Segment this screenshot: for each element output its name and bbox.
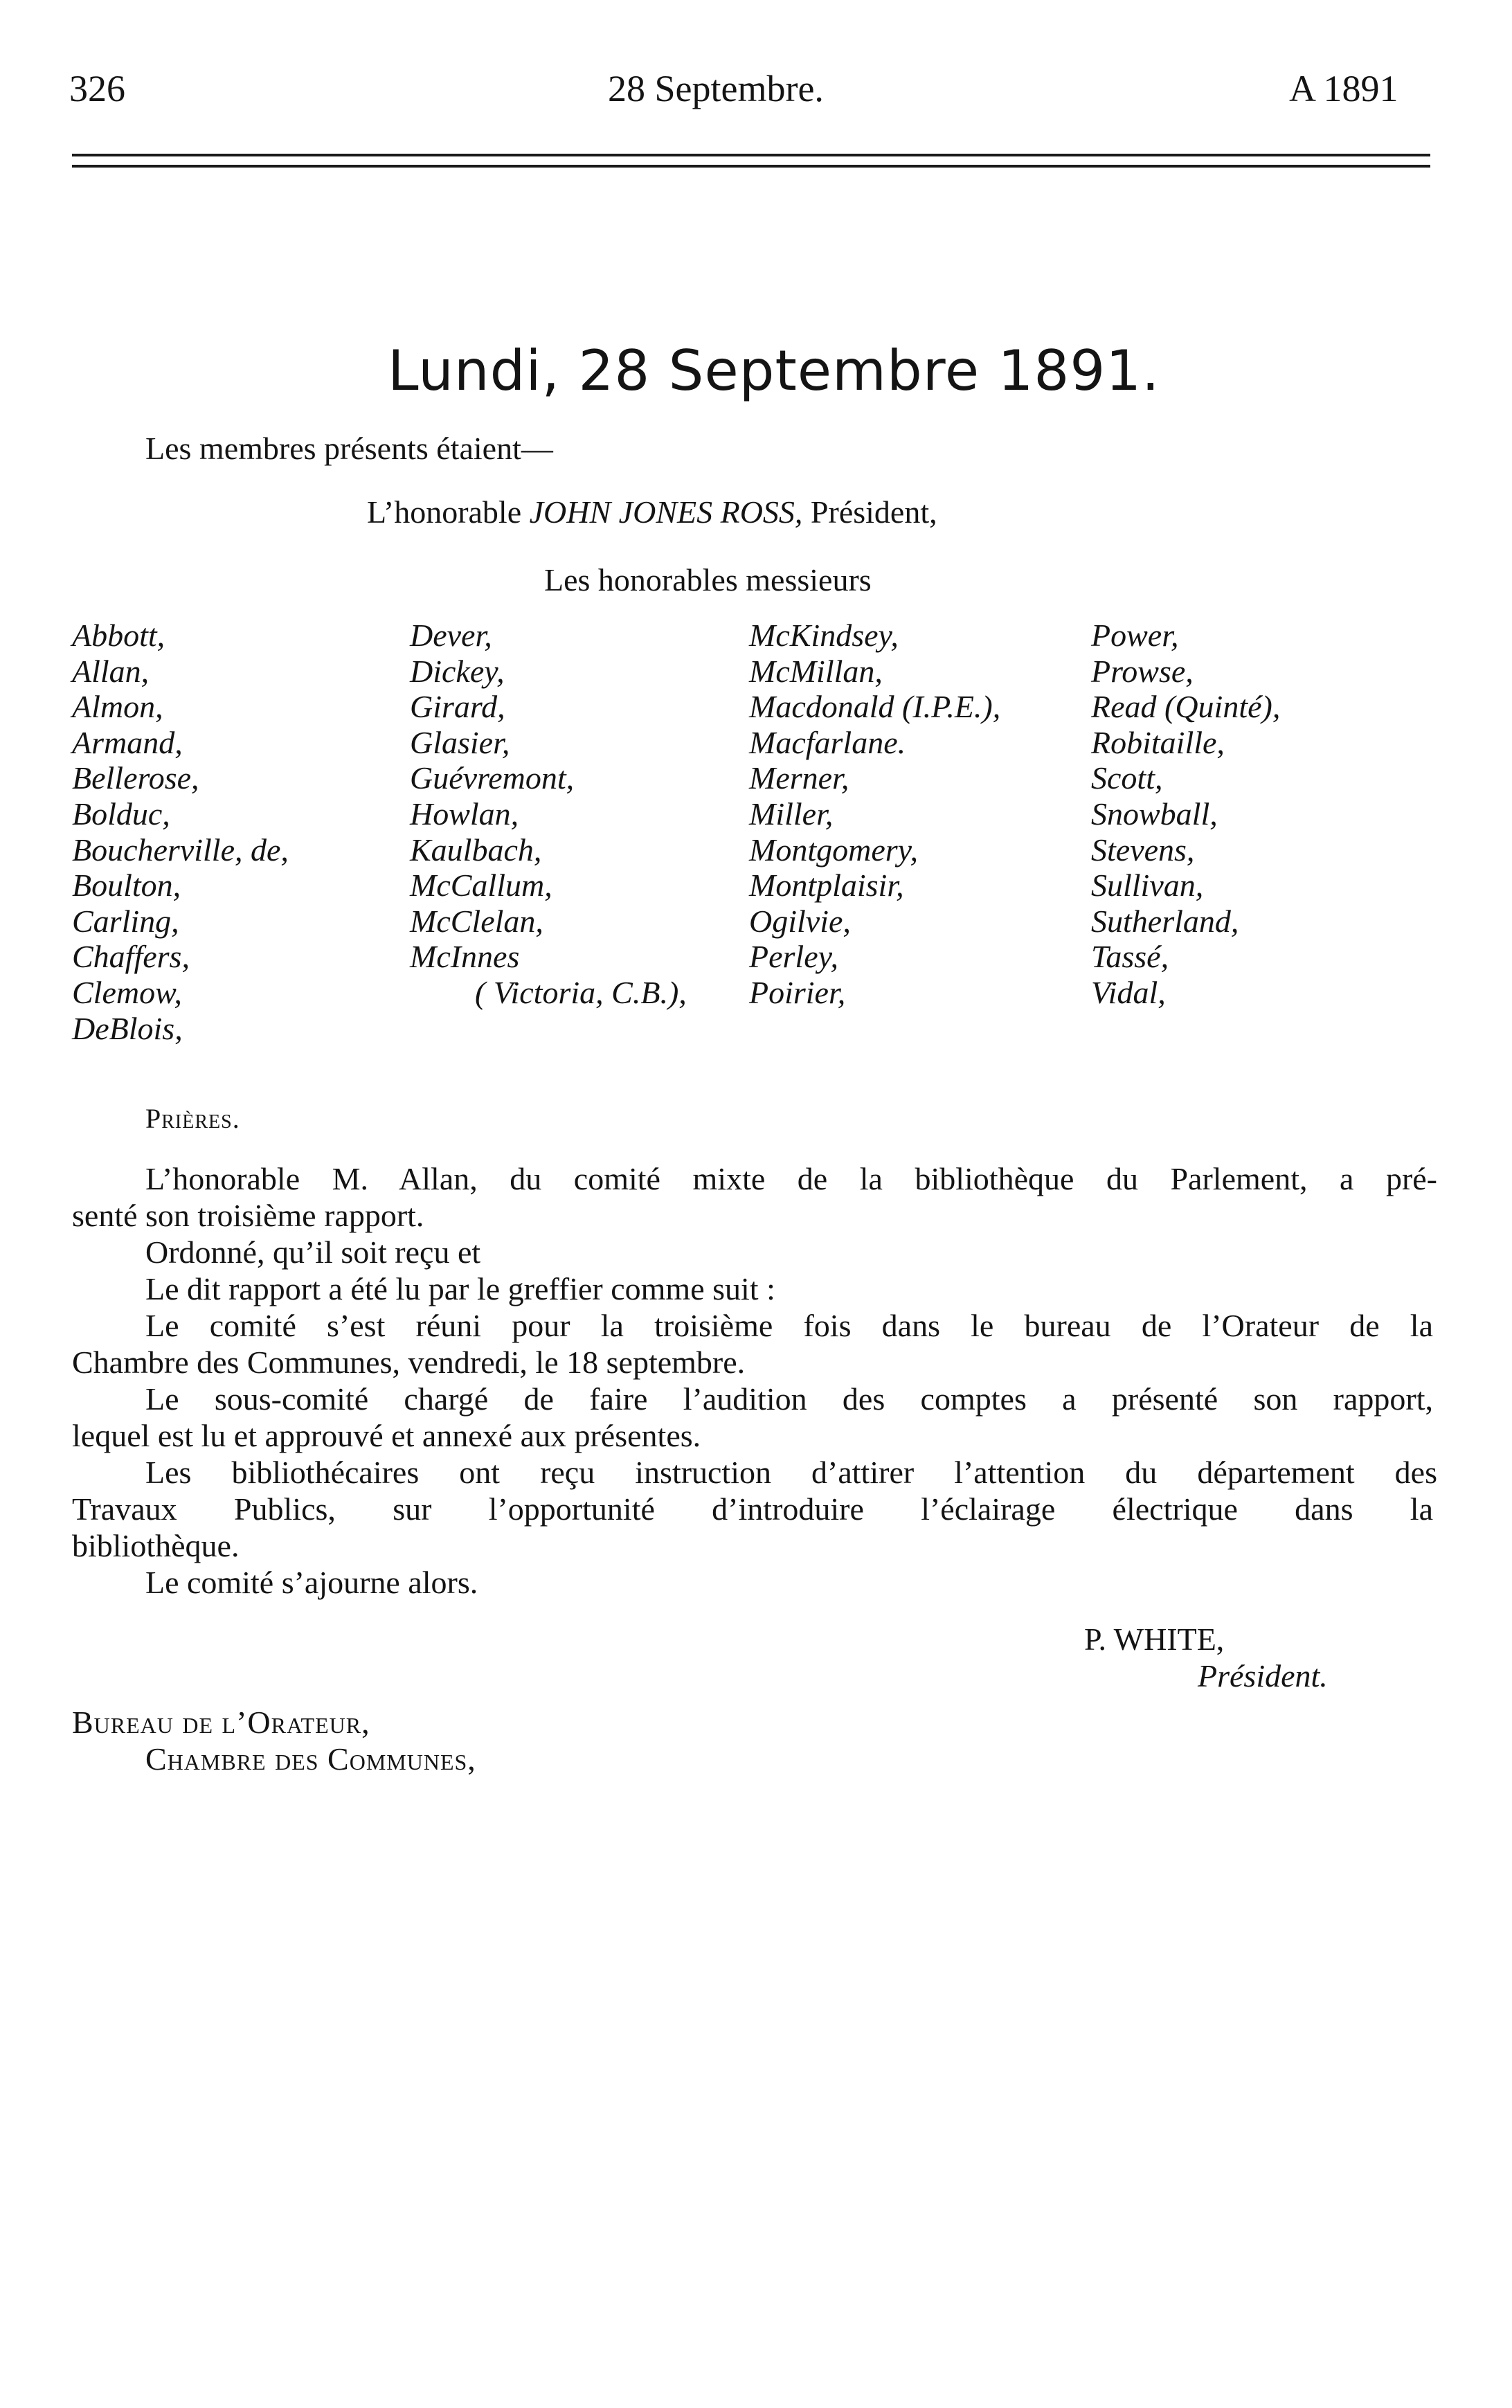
- members-column-3: [749, 618, 1000, 1011]
- president-prefix: L’honorable: [367, 494, 530, 530]
- member-name: Chaffers,: [72, 939, 190, 975]
- header-rule-top: [72, 154, 1430, 156]
- member-name: Howlan,: [410, 796, 519, 832]
- member-name: Scott,: [1091, 760, 1163, 796]
- member-name: McCallum,: [410, 868, 552, 904]
- member-name: Dickey,: [410, 653, 505, 689]
- member-name: Boulton,: [72, 868, 181, 904]
- paragraph-3: Le dit rapport a été lu par le greffier comme suit :: [145, 1271, 775, 1306]
- member-name: Glasier,: [410, 724, 510, 760]
- member-name: ( Victoria, C.B.),: [475, 974, 687, 1010]
- president-name: JOHN JONES ROSS,: [529, 494, 803, 530]
- member-name: Poirier,: [749, 974, 846, 1010]
- member-name: Snowball,: [1091, 796, 1218, 832]
- prayers-heading: Prières.: [145, 1103, 240, 1134]
- member-name: Montplaisir,: [749, 868, 904, 904]
- paragraph-1-line-2: senté son troisième rapport.: [72, 1198, 424, 1233]
- member-name: Allan,: [72, 653, 150, 689]
- paragraph-7: Le comité s’ajourne alors.: [145, 1565, 478, 1600]
- paragraph-1-line-1: L’honorable M. Allan, du comité mixte de la bibliothèque du Parlement, a pré-: [145, 1161, 1437, 1196]
- member-name: Sutherland,: [1091, 903, 1239, 939]
- paragraph-6-line-3: bibliothèque.: [72, 1528, 240, 1563]
- member-name: Macfarlane.: [749, 724, 906, 760]
- member-name: Power,: [1091, 618, 1179, 653]
- member-name: McInnes: [410, 939, 520, 975]
- header-rule-bottom: [72, 165, 1430, 168]
- paragraph-2: Ordonné, qu’il soit reçu et: [145, 1234, 481, 1270]
- member-name: Read (Quinté),: [1091, 689, 1281, 725]
- member-name: Macdonald (I.P.E.),: [749, 689, 1001, 725]
- member-name: Abbott,: [72, 618, 165, 653]
- paragraph-5-line-1: Le sous-comité chargé de faire l’audition des comptes a présenté son rapport,: [145, 1381, 1433, 1417]
- members-column-2: [410, 618, 687, 1011]
- member-name: Dever,: [410, 618, 492, 653]
- session-title: Lundi, 28 Septembre 1891.: [388, 339, 1160, 403]
- president-suffix: Président,: [802, 494, 937, 530]
- honorables-heading: Les honorables messieurs: [544, 562, 872, 597]
- present-intro: Les membres présents étaient—: [145, 431, 553, 466]
- member-name: Merner,: [749, 760, 849, 796]
- signature-name: P. WHITE,: [1084, 1621, 1225, 1657]
- member-name: Tassé,: [1091, 939, 1169, 975]
- members-column-4: [1091, 618, 1280, 1011]
- member-name: McClelan,: [410, 903, 543, 939]
- member-name: Stevens,: [1091, 832, 1195, 868]
- paragraph-6-line-2: Travaux Publics, sur l’opportunité d’introduire l’éclairage électrique dans la: [72, 1491, 1433, 1527]
- paragraph-5-line-2: lequel est lu et approuvé et annexé aux présentes.: [72, 1418, 701, 1453]
- president-line: [367, 493, 937, 532]
- paragraph-6-line-1: Les bibliothécaires ont reçu instruction d’attirer l’attention du département des: [145, 1455, 1437, 1490]
- member-name: Robitaille,: [1091, 724, 1225, 760]
- header-year: A 1891: [1289, 68, 1398, 109]
- member-name: Carling,: [72, 903, 179, 939]
- member-name: Perley,: [749, 939, 838, 975]
- closing-line-1: Bureau de l’Orateur,: [72, 1705, 370, 1740]
- member-name: Girard,: [410, 689, 505, 725]
- member-name: Sullivan,: [1091, 868, 1204, 904]
- member-name: Vidal,: [1091, 974, 1166, 1010]
- member-name: Ogilvie,: [749, 903, 851, 939]
- member-name: Kaulbach,: [410, 832, 542, 868]
- member-name: DeBlois,: [72, 1010, 183, 1046]
- member-name: Bolduc,: [72, 796, 170, 832]
- closing-line-2: Chambre des Communes,: [145, 1741, 476, 1777]
- paragraph-4-line-2: Chambre des Communes, vendredi, le 18 septembre.: [72, 1345, 746, 1380]
- member-name: Boucherville, de,: [72, 832, 289, 868]
- member-name: McMillan,: [749, 653, 883, 689]
- signature-title: Président.: [1198, 1658, 1328, 1693]
- member-name: Guévremont,: [410, 760, 575, 796]
- member-name: Prowse,: [1091, 653, 1194, 689]
- member-name: Almon,: [72, 689, 163, 725]
- paragraph-4-line-1: Le comité s’est réuni pour la troisième fois dans le bureau de l’Orateur de la: [145, 1308, 1433, 1343]
- member-name: Miller,: [749, 796, 834, 832]
- page-number: 326: [69, 68, 125, 109]
- member-name: Armand,: [72, 724, 183, 760]
- header-date: 28 Septembre.: [608, 68, 824, 109]
- member-name: Clemow,: [72, 974, 182, 1010]
- member-name: McKindsey,: [749, 618, 899, 653]
- member-name: Bellerose,: [72, 760, 199, 796]
- members-column-1: [72, 618, 289, 1046]
- member-name: Montgomery,: [749, 832, 919, 868]
